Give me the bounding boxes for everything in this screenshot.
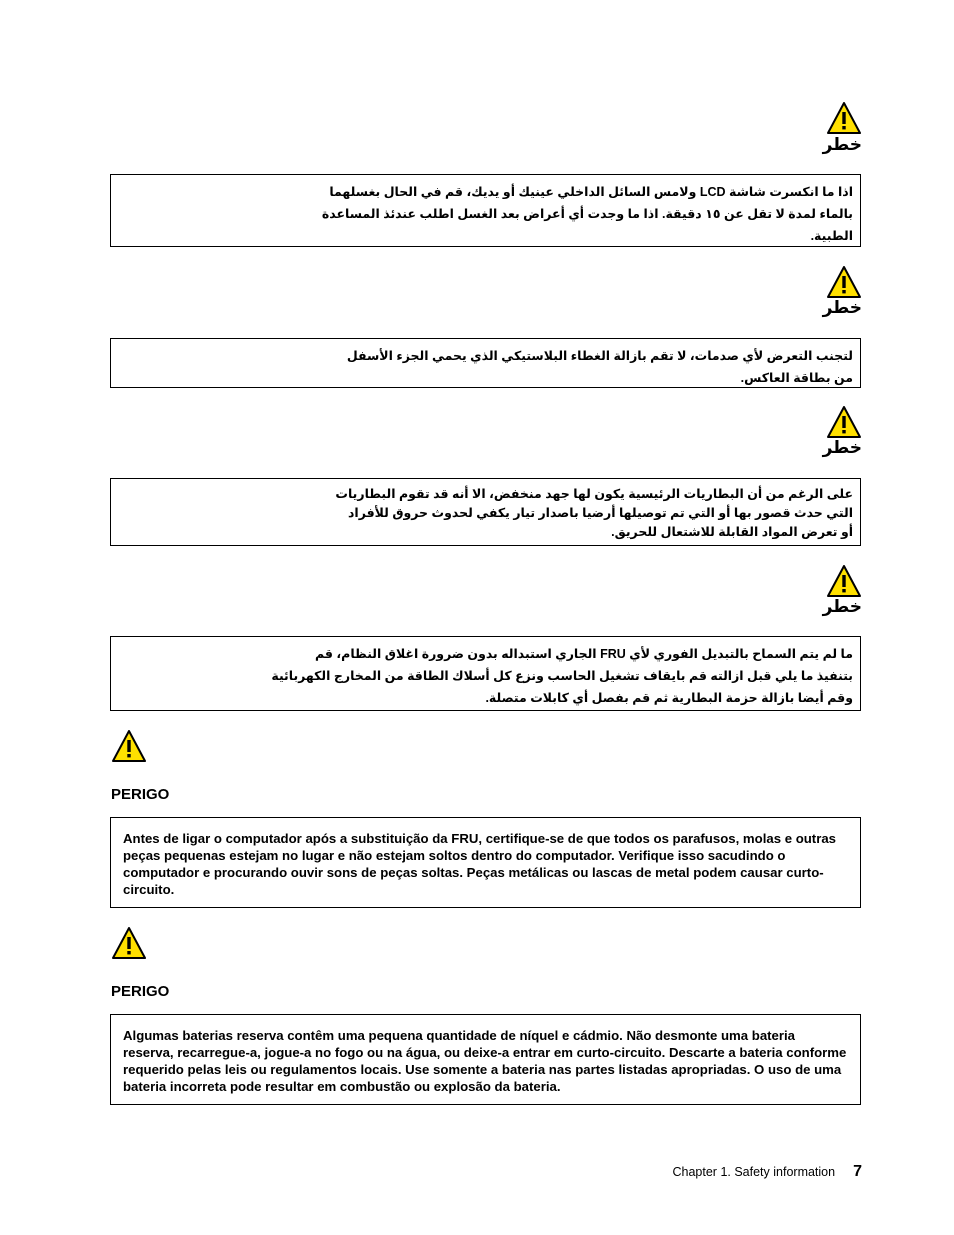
chapter-title: Chapter 1. Safety information (672, 1165, 836, 1179)
notice-line: لتجنب التعرض لأي صدمات، لا تقم بازالة الغطاء البلاستيكي الذي يحمي الجزء الأسفل (346, 349, 853, 363)
notice-box (110, 478, 861, 546)
notice-box (110, 174, 861, 247)
notice-line: بالماء لمدة لا تقل عن ١٥ دقيقة. اذا ما وجدت أي أعراض بعد الغسل اطلب عندئذ المساعدة (321, 207, 853, 221)
warning-icon (826, 564, 862, 598)
warning-icon (826, 405, 862, 439)
notice-box (110, 1014, 861, 1105)
page-footer (673, 1163, 863, 1181)
warning-icon (111, 729, 147, 763)
notice-heading: PERIGO (111, 983, 170, 1000)
notice-line: من بطاقة العاكس. (740, 371, 853, 385)
notice-heading: خطر (822, 298, 862, 317)
notice-line: ما لم يتم السماح بالتبديل الفوري لأي FRU الجاري استبداله بدون ضرورة اغلاق النظام، قم (314, 647, 853, 661)
notice-line: وقم أيضا بازالة حزمة البطارية ثم قم بفصل أي كابلات متصلة. (485, 691, 853, 705)
notice-box (110, 636, 861, 711)
page-number: 7 (853, 1163, 862, 1180)
notice-line: الطبية. (810, 229, 853, 243)
notice-line: بتنفيذ ما يلي قبل ازالته قم بايقاف تشغيل الحاسب ونزع كل أسلاك الطاقة من المخارج الكهربائية (271, 669, 853, 683)
notice-line: أو تعرض المواد القابلة للاشتعال للحريق. (611, 525, 853, 539)
notice-text: Algumas baterias reserva contêm uma pequena quantidade de níquel e cádmio. Não desmonte uma bateria reserva, recarregue-a, jogue-a no fogo ou na água, ou deixe-a entrar em curto-circuito. Descarte a bateria conforme requerido pelas leis ou regulamentos locais. Use somente a bateria nas partes listadas apropriadas. O uso de uma bateria incorreta pode resultar em combustão ou explosão da bateria. (123, 1028, 847, 1094)
warning-icon (111, 926, 147, 960)
notice-heading: PERIGO (111, 786, 170, 803)
notice-heading: خطر (822, 597, 862, 616)
notice-heading: خطر (822, 438, 862, 457)
notice-line: على الرغم من أن البطاريات الرئيسية يكون لها جهد منخفض، الا أنه قد تقوم البطاريات (335, 487, 853, 501)
warning-icon (826, 101, 862, 135)
notice-heading: خطر (822, 135, 862, 154)
notice-text: Antes de ligar o computador após a substituição da FRU, certifique-se de que todos os parafusos, molas e outras peças pequenas estejam no lugar e não estejam soltos dentro do computador. Verifique isso sacudindo o computador e procurando ouvir sons de peças soltas. Peças metálicas ou lascas de metal podem causar curto-circuito. (123, 831, 836, 897)
notice-box (110, 338, 861, 388)
notice-line: اذا ما انكسرت شاشة LCD ولامس السائل الداخلي عينيك أو يديك، قم في الحال بغسلهما (329, 185, 853, 199)
notice-line: التي حدث قصور بها أو التي تم توصيلها أرضيا باصدار تيار يكفي لحدوث حروق للأفراد (348, 506, 853, 520)
notice-box (110, 817, 861, 908)
warning-icon (826, 265, 862, 299)
